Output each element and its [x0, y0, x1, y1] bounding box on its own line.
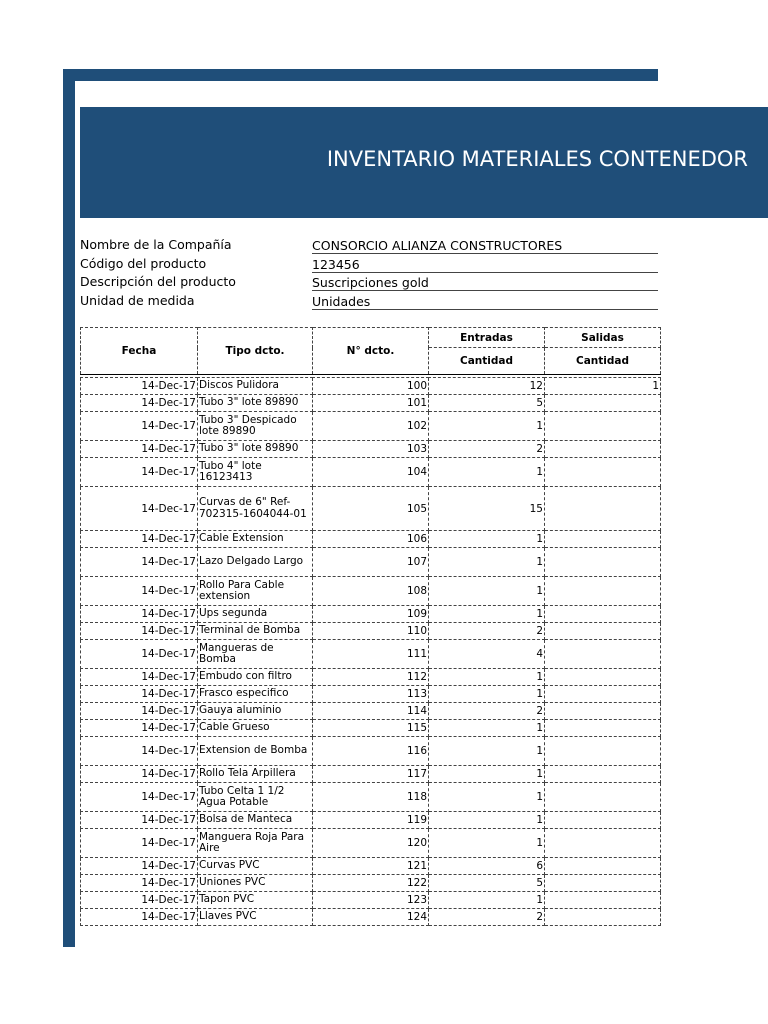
table-row: [81, 766, 661, 783]
header-salidas: Salidas: [545, 328, 661, 348]
entradas-cantidad-cell: 1: [429, 829, 545, 858]
tipo-dcto-cell: Discos Pulidora: [198, 378, 313, 395]
numero-dcto-cell: 123: [313, 892, 429, 909]
salidas-cantidad-cell: [545, 623, 661, 640]
fecha-cell: 14-Dec-17: [81, 720, 198, 737]
table-row: [81, 858, 661, 875]
tipo-dcto-cell: Uniones PVC: [198, 875, 313, 892]
info-row: [80, 255, 660, 274]
fecha-cell: 14-Dec-17: [81, 395, 198, 412]
tipo-dcto-cell: Cable Extension: [198, 531, 313, 548]
salidas-cantidad-cell: [545, 487, 661, 531]
numero-dcto-cell: 107: [313, 548, 429, 577]
salidas-cantidad-cell: [545, 892, 661, 909]
fecha-cell: 14-Dec-17: [81, 737, 198, 766]
tipo-dcto-cell: Frasco especifico: [198, 686, 313, 703]
numero-dcto-cell: 121: [313, 858, 429, 875]
table-row: [81, 703, 661, 720]
salidas-cantidad-cell: [545, 606, 661, 623]
entradas-cantidad-cell: 1: [429, 783, 545, 812]
fecha-cell: 14-Dec-17: [81, 640, 198, 669]
entradas-cantidad-cell: 1: [429, 548, 545, 577]
table-row: [81, 378, 661, 395]
fecha-cell: 14-Dec-17: [81, 909, 198, 926]
table-row: [81, 909, 661, 926]
numero-dcto-cell: 114: [313, 703, 429, 720]
fecha-cell: 14-Dec-17: [81, 703, 198, 720]
fecha-cell: 14-Dec-17: [81, 892, 198, 909]
tipo-dcto-cell: Tubo Celta 1 1/2 Agua Potable: [198, 783, 313, 812]
tipo-dcto-cell: Rollo Para Cable extension: [198, 577, 313, 606]
tipo-dcto-cell: Tubo 3" lote 89890: [198, 441, 313, 458]
entradas-cantidad-cell: 1: [429, 458, 545, 487]
table-row: [81, 720, 661, 737]
tipo-dcto-cell: Manguera Roja Para Aire: [198, 829, 313, 858]
numero-dcto-cell: 119: [313, 812, 429, 829]
numero-dcto-cell: 124: [313, 909, 429, 926]
product-code-label: Código del producto: [80, 255, 207, 271]
numero-dcto-cell: 100: [313, 378, 429, 395]
salidas-cantidad-cell: [545, 548, 661, 577]
table-row: [81, 669, 661, 686]
salidas-cantidad-cell: [545, 577, 661, 606]
info-row: [80, 236, 660, 255]
numero-dcto-cell: 116: [313, 737, 429, 766]
entradas-cantidad-cell: 2: [429, 703, 545, 720]
fecha-cell: 14-Dec-17: [81, 378, 198, 395]
tipo-dcto-cell: Extension de Bomba: [198, 737, 313, 766]
tipo-dcto-cell: Cable Grueso: [198, 720, 313, 737]
numero-dcto-cell: 106: [313, 531, 429, 548]
salidas-cantidad-cell: [545, 812, 661, 829]
numero-dcto-cell: 108: [313, 577, 429, 606]
table-row: [81, 606, 661, 623]
fecha-cell: 14-Dec-17: [81, 669, 198, 686]
unit-label: Unidad de medida: [80, 292, 195, 308]
numero-dcto-cell: 109: [313, 606, 429, 623]
numero-dcto-cell: 113: [313, 686, 429, 703]
fecha-cell: 14-Dec-17: [81, 623, 198, 640]
numero-dcto-cell: 110: [313, 623, 429, 640]
fecha-cell: 14-Dec-17: [81, 412, 198, 441]
tipo-dcto-cell: Bolsa de Manteca: [198, 812, 313, 829]
entradas-cantidad-cell: 1: [429, 766, 545, 783]
product-info: [80, 236, 660, 310]
fecha-cell: 14-Dec-17: [81, 812, 198, 829]
table-row: [81, 875, 661, 892]
frame-top-border: [63, 69, 658, 81]
salidas-cantidad-cell: [545, 766, 661, 783]
fecha-cell: 14-Dec-17: [81, 858, 198, 875]
tipo-dcto-cell: Curvas de 6" Ref-702315-1604044-01: [198, 487, 313, 531]
entradas-cantidad-cell: 1: [429, 720, 545, 737]
salidas-cantidad-cell: [545, 703, 661, 720]
fecha-cell: 14-Dec-17: [81, 606, 198, 623]
salidas-cantidad-cell: [545, 458, 661, 487]
salidas-cantidad-cell: [545, 875, 661, 892]
tipo-dcto-cell: Tapon PVC: [198, 892, 313, 909]
tipo-dcto-cell: Curvas PVC: [198, 858, 313, 875]
fecha-cell: 14-Dec-17: [81, 783, 198, 812]
company-label: Nombre de la Compañía: [80, 237, 232, 252]
entradas-cantidad-cell: 4: [429, 640, 545, 669]
tipo-dcto-cell: Tubo 3" Despicado lote 89890: [198, 412, 313, 441]
numero-dcto-cell: 115: [313, 720, 429, 737]
fecha-cell: 14-Dec-17: [81, 531, 198, 548]
salidas-cantidad-cell: [545, 829, 661, 858]
numero-dcto-cell: 118: [313, 783, 429, 812]
salidas-cantidad-cell: [545, 395, 661, 412]
page-title-text: INVENTARIO MATERIALES CONTENEDOR: [326, 147, 748, 171]
table-row: [81, 412, 661, 441]
table-row: [81, 458, 661, 487]
table-row: [81, 783, 661, 812]
product-description-value: Suscripciones gold: [312, 274, 658, 291]
table-row: [81, 623, 661, 640]
numero-dcto-cell: 117: [313, 766, 429, 783]
frame-left-border: [63, 69, 75, 947]
entradas-cantidad-cell: 1: [429, 892, 545, 909]
table-row: [81, 812, 661, 829]
tipo-dcto-cell: Tubo 4" lote 16123413: [198, 458, 313, 487]
info-row: [80, 273, 660, 292]
tipo-dcto-cell: Llaves PVC: [198, 909, 313, 926]
header-cantidad-entradas: Cantidad: [429, 348, 545, 375]
header-cantidad-salidas: Cantidad: [545, 348, 661, 375]
numero-dcto-cell: 104: [313, 458, 429, 487]
table-row: [81, 686, 661, 703]
numero-dcto-cell: 102: [313, 412, 429, 441]
entradas-cantidad-cell: 1: [429, 606, 545, 623]
unit-value: Unidades: [312, 293, 658, 310]
salidas-cantidad-cell: [545, 669, 661, 686]
table-row: [81, 395, 661, 412]
fecha-cell: 14-Dec-17: [81, 766, 198, 783]
numero-dcto-cell: 122: [313, 875, 429, 892]
header-fecha: Fecha: [81, 328, 198, 375]
tipo-dcto-cell: Lazo Delgado Largo: [198, 548, 313, 577]
entradas-cantidad-cell: 2: [429, 623, 545, 640]
entradas-cantidad-cell: 1: [429, 669, 545, 686]
entradas-cantidad-cell: 1: [429, 412, 545, 441]
fecha-cell: 14-Dec-17: [81, 441, 198, 458]
info-row: [80, 292, 660, 311]
page-title: [80, 147, 748, 171]
numero-dcto-cell: 103: [313, 441, 429, 458]
entradas-cantidad-cell: 1: [429, 531, 545, 548]
tipo-dcto-cell: Ups segunda: [198, 606, 313, 623]
entradas-cantidad-cell: 1: [429, 686, 545, 703]
entradas-cantidad-cell: 1: [429, 812, 545, 829]
salidas-cantidad-cell: [545, 412, 661, 441]
numero-dcto-cell: 112: [313, 669, 429, 686]
entradas-cantidad-cell: 5: [429, 875, 545, 892]
entradas-cantidad-cell: 2: [429, 909, 545, 926]
table-row: [81, 829, 661, 858]
fecha-cell: 14-Dec-17: [81, 829, 198, 858]
table-row: [81, 577, 661, 606]
company-value: CONSORCIO ALIANZA CONSTRUCTORES: [312, 237, 658, 254]
salidas-cantidad-cell: [545, 720, 661, 737]
entradas-cantidad-cell: 5: [429, 395, 545, 412]
table-row: [81, 640, 661, 669]
salidas-cantidad-cell: [545, 686, 661, 703]
salidas-cantidad-cell: [545, 909, 661, 926]
numero-dcto-cell: 120: [313, 829, 429, 858]
salidas-cantidad-cell: [545, 783, 661, 812]
header-tipo-dcto: Tipo dcto.: [198, 328, 313, 375]
salidas-cantidad-cell: [545, 858, 661, 875]
product-code-value: 123456: [312, 256, 658, 273]
table-row: [81, 737, 661, 766]
numero-dcto-cell: 111: [313, 640, 429, 669]
header-entradas: Entradas: [429, 328, 545, 348]
entradas-cantidad-cell: 15: [429, 487, 545, 531]
entradas-cantidad-cell: 2: [429, 441, 545, 458]
table-row: [81, 892, 661, 909]
numero-dcto-cell: 105: [313, 487, 429, 531]
header-numero-dcto: N° dcto.: [313, 328, 429, 375]
salidas-cantidad-cell: 1: [545, 378, 661, 395]
entradas-cantidad-cell: 6: [429, 858, 545, 875]
entradas-cantidad-cell: 12: [429, 378, 545, 395]
tipo-dcto-cell: Terminal de Bomba: [198, 623, 313, 640]
entradas-cantidad-cell: 1: [429, 577, 545, 606]
salidas-cantidad-cell: [545, 441, 661, 458]
salidas-cantidad-cell: [545, 640, 661, 669]
salidas-cantidad-cell: [545, 737, 661, 766]
title-banner: [80, 107, 768, 218]
tipo-dcto-cell: Mangueras de Bomba: [198, 640, 313, 669]
entradas-cantidad-cell: 1: [429, 737, 545, 766]
fecha-cell: 14-Dec-17: [81, 577, 198, 606]
inventory-table: [80, 327, 661, 926]
fecha-cell: 14-Dec-17: [81, 548, 198, 577]
table-row: [81, 548, 661, 577]
table-row: [81, 487, 661, 531]
table-body: [81, 378, 661, 926]
fecha-cell: 14-Dec-17: [81, 458, 198, 487]
tipo-dcto-cell: Gauya aluminio: [198, 703, 313, 720]
product-description-label: Descripción del producto: [80, 274, 236, 289]
salidas-cantidad-cell: [545, 531, 661, 548]
fecha-cell: 14-Dec-17: [81, 487, 198, 531]
table-row: [81, 441, 661, 458]
tipo-dcto-cell: Tubo 3" lote 89890: [198, 395, 313, 412]
table-row: [81, 531, 661, 548]
fecha-cell: 14-Dec-17: [81, 875, 198, 892]
tipo-dcto-cell: Rollo Tela Arpillera: [198, 766, 313, 783]
numero-dcto-cell: 101: [313, 395, 429, 412]
fecha-cell: 14-Dec-17: [81, 686, 198, 703]
tipo-dcto-cell: Embudo con filtro: [198, 669, 313, 686]
